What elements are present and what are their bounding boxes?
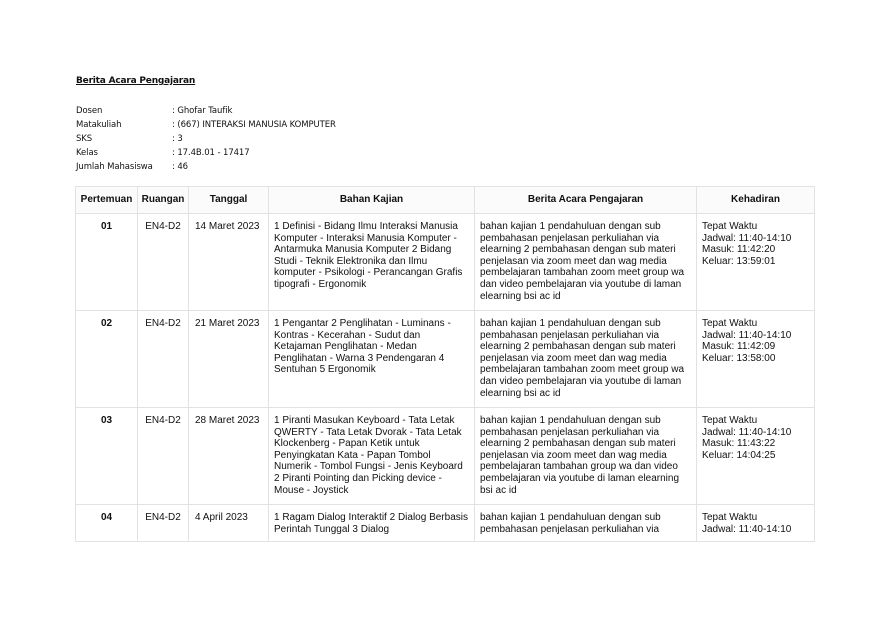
pertemuan-cell: 03 — [100, 415, 113, 426]
info-label: Kelas — [76, 148, 98, 158]
header-pertemuan: Pertemuan — [76, 187, 138, 214]
attendance-status: Tepat Waktu — [702, 512, 758, 523]
info-value: : (667) INTERAKSI MANUSIA KOMPUTER — [172, 120, 336, 130]
attendance-schedule: Jadwal: 11:40-14:10 — [702, 232, 792, 244]
document-title: Berita Acara Pengajaran — [76, 76, 196, 86]
table-header-row — [76, 187, 815, 214]
header-berita-acara: Berita Acara Pengajaran — [475, 187, 697, 214]
pertemuan-cell: 02 — [100, 318, 113, 329]
attendance-schedule: Jadwal: 11:40-14:10 — [702, 523, 792, 535]
kehadiran-cell — [697, 408, 814, 461]
info-row-jumlah-mahasiswa — [76, 160, 336, 174]
berita-acara-cell: bahan kajian 1 pendahuluan dengan sub pembahasan penjelasan perkuliahan via — [480, 512, 661, 535]
table-row — [76, 311, 815, 408]
info-row-kelas — [76, 146, 336, 160]
bahan-kajian-cell: 1 Ragam Dialog Interaktif 2 Dialog Berbasis Perintah Tunggal 3 Dialog — [274, 512, 468, 535]
teaching-record-table — [75, 186, 815, 542]
info-value: : 3 — [172, 134, 183, 144]
header-ruangan: Ruangan — [138, 187, 189, 214]
ruangan-cell: EN4-D2 — [145, 221, 181, 232]
tanggal-cell: 14 Maret 2023 — [195, 221, 260, 232]
pertemuan-cell: 04 — [100, 512, 113, 523]
berita-acara-cell: bahan kajian 1 pendahuluan dengan sub pembahasan penjelasan perkuliahan via elearning 2 pembahasan dengan sub materi penjelasan via zoom meet dan wag media pembelajaran tambahan zoom meet group wa dan video pembelajaran via youtube di laman elearning bsi ac id — [480, 318, 685, 399]
ruangan-cell: EN4-D2 — [145, 318, 181, 329]
header-kehadiran: Kehadiran — [697, 187, 815, 214]
info-label: Dosen — [76, 106, 103, 116]
bahan-kajian-cell: 1 Piranti Masukan Keyboard - Tata Letak QWERTY - Tata Letak Dvorak - Tata Letak Klockenberg - Papan Ketik untuk Penyingkatan Kata - Papan Tombol Numerik - Tombol Fungsi - Jenis Keyboard 2 Piranti Pointing dan Picking device - Mouse - Joystick — [274, 415, 463, 496]
table-row — [76, 214, 815, 311]
attendance-check-out: Keluar: 14:04:25 — [702, 449, 776, 461]
attendance-check-out: Keluar: 13:59:01 — [702, 255, 776, 267]
attendance-schedule: Jadwal: 11:40-14:10 — [702, 329, 792, 341]
kehadiran-cell — [697, 214, 814, 267]
ruangan-cell: EN4-D2 — [145, 415, 181, 426]
header-tanggal: Tanggal — [189, 187, 269, 214]
attendance-check-in: Masuk: 11:43:22 — [702, 438, 776, 450]
attendance-check-in: Masuk: 11:42:20 — [702, 244, 776, 256]
table-row — [76, 408, 815, 505]
bahan-kajian-cell: 1 Definisi - Bidang Ilmu Interaksi Manusia Komputer - Interaksi Manusia Komputer - Antarmuka Manusia Komputer 2 Bidang Studi - Teknik Elektronika dan Ilmu komputer - Psikologi - Perancangan Grafis tipografi - Ergonomik — [274, 221, 463, 290]
berita-acara-cell: bahan kajian 1 pendahuluan dengan sub pembahasan penjelasan perkuliahan via elearning 2 pembahasan dengan sub materi penjelasan via zoom meet dan wag media pembelajaran tambahan group wa dan video pembelajaran via youtube di laman elearning bsi ac id — [480, 415, 680, 496]
info-row-dosen — [76, 104, 336, 118]
attendance-schedule: Jadwal: 11:40-14:10 — [702, 426, 792, 438]
kehadiran-cell — [697, 311, 814, 364]
attendance-check-out: Keluar: 13:58:00 — [702, 352, 776, 364]
info-value: : Ghofar Taufik — [172, 106, 233, 116]
tanggal-cell: 4 April 2023 — [195, 512, 248, 523]
attendance-status: Tepat Waktu — [702, 221, 758, 232]
tanggal-cell: 21 Maret 2023 — [195, 318, 260, 329]
ruangan-cell: EN4-D2 — [145, 512, 181, 523]
attendance-status: Tepat Waktu — [702, 318, 758, 329]
info-value: : 17.4B.01 - 17417 — [172, 148, 250, 158]
kehadiran-cell — [697, 505, 814, 535]
header-bahan-kajian: Bahan Kajian — [269, 187, 475, 214]
tanggal-cell: 28 Maret 2023 — [195, 415, 260, 426]
info-label: SKS — [76, 134, 93, 144]
attendance-status: Tepat Waktu — [702, 415, 758, 426]
berita-acara-cell: bahan kajian 1 pendahuluan dengan sub pembahasan penjelasan perkuliahan via elearning 2 pembahasan dengan sub materi penjelasan via zoom meet dan wag media pembelajaran tambahan zoom meet group wa dan video pembelajaran via youtube di laman elearning bsi ac id — [480, 221, 685, 302]
info-label: Jumlah Mahasiswa — [76, 162, 153, 172]
attendance-check-in: Masuk: 11:42:09 — [702, 341, 776, 353]
table-row — [76, 505, 815, 542]
bahan-kajian-cell: 1 Pengantar 2 Penglihatan - Luminans - Kontras - Kecerahan - Sudut dan Ketajaman Penglihatan - Medan Penglihatan - Warna 3 Pendengaran 4 Sentuhan 5 Ergonomik — [274, 318, 451, 376]
pertemuan-cell: 01 — [100, 221, 113, 232]
info-value: : 46 — [172, 162, 188, 172]
info-row-sks — [76, 132, 336, 146]
info-row-matakuliah — [76, 118, 336, 132]
info-label: Matakuliah — [76, 120, 122, 130]
course-info — [76, 104, 336, 174]
